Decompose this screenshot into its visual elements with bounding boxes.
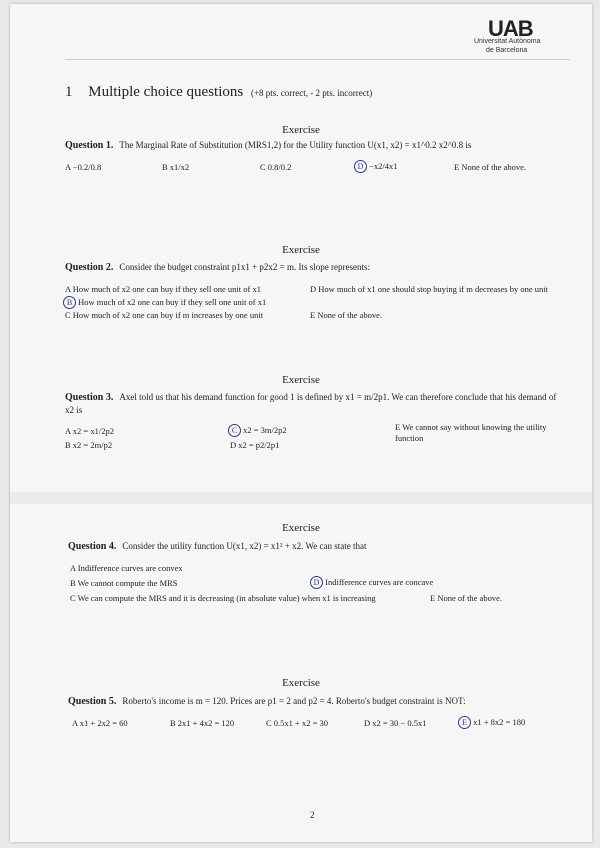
option-3c[interactable]: C x2 = 3m/2p2 — [228, 424, 287, 437]
section-heading — [65, 84, 372, 101]
question-label: Question 4. — [68, 541, 117, 552]
option-5a[interactable]: A x1 + 2x2 = 60 — [72, 718, 128, 728]
option-1d[interactable]: D −x2/4x1 — [354, 160, 398, 173]
option-2a[interactable]: A How much of x2 one can buy if they sell one unit of x1 — [65, 284, 261, 294]
option-5d[interactable]: D x2 = 30 − 0.5x1 — [364, 718, 427, 728]
section-title: Multiple choice questions — [88, 84, 244, 100]
option-4c[interactable]: C We can compute the MRS and it is decreasing (in absolute value) when x1 is increasing — [70, 593, 376, 603]
exercise-title: Exercise — [282, 677, 320, 689]
question-text: The Marginal Rate of Substitution (MRS1,2) for the Utility function U(x1, x2) = x1^0.2 x2^0.8 is — [119, 140, 472, 150]
document-page — [10, 4, 592, 842]
selected-answer-circle: D — [354, 160, 367, 173]
option-4a[interactable]: A Indifference curves are convex — [70, 563, 183, 573]
logo-city-line: de Barcelona — [486, 47, 528, 54]
option-4b[interactable]: B We cannot compute the MRS — [70, 578, 178, 588]
page-gap — [10, 492, 592, 504]
question-4 — [68, 541, 367, 552]
question-text: Consider the budget constraint p1x1 + p2x2 = m. Its slope represents: — [119, 262, 370, 272]
exercise-title: Exercise — [282, 374, 320, 386]
option-1b[interactable]: B x1/x2 — [162, 162, 190, 172]
question-text: Axel told us that his demand function for good 1 is defined by x1 = m/2p1. We can therefore conclude that his demand of x2 is — [65, 392, 557, 415]
option-3a[interactable]: A x2 = x1/2p2 — [65, 426, 114, 436]
question-3 — [65, 391, 560, 416]
option-2c[interactable]: C How much of x2 one can buy if m increases by one unit — [65, 310, 264, 320]
exercise-title: Exercise — [282, 244, 320, 256]
option-4e[interactable]: E None of the above. — [430, 593, 502, 603]
selected-answer-circle: D — [310, 576, 323, 589]
question-text: Consider the utility function U(x1, x2) = x1² + x2. We can state that — [122, 541, 367, 551]
selected-answer-circle: C — [228, 424, 241, 437]
option-3b[interactable]: B x2 = 2m/p2 — [65, 440, 113, 450]
option-2d[interactable]: D How much of x1 one should stop buying if m decreases by one unit — [310, 284, 548, 294]
selected-answer-circle: E — [458, 716, 471, 729]
question-2 — [65, 262, 370, 273]
option-1c[interactable]: C 0.8/0.2 — [260, 162, 292, 172]
question-1 — [65, 140, 471, 151]
question-5 — [68, 696, 466, 707]
option-3d[interactable]: D x2 = p2/2p1 — [230, 440, 280, 450]
option-5c[interactable]: C 0.5x1 + x2 = 30 — [266, 718, 329, 728]
section-scoring: (+8 pts. correct, - 2 pts. incorrect) — [250, 88, 373, 98]
page-number: 2 — [310, 810, 315, 820]
option-2b[interactable]: B How much of x2 one can buy if they sell one unit of x1 — [63, 296, 266, 309]
section-number: 1 — [65, 84, 73, 100]
logo-university-line: Universitat Autònoma — [474, 38, 541, 45]
option-3e[interactable]: E We cannot say without knowing the utility function — [395, 422, 547, 443]
question-label: Question 2. — [65, 262, 114, 273]
question-text: Roberto's income is m = 120. Prices are p1 = 2 and p2 = 4. Roberto's budget constraint is NOT: — [122, 696, 466, 706]
selected-answer-circle: B — [63, 296, 76, 309]
uab-logo: UAB — [488, 16, 533, 41]
header-rule — [65, 59, 570, 60]
exercise-title: Exercise — [282, 124, 320, 136]
question-label: Question 5. — [68, 696, 117, 707]
question-label: Question 3. — [65, 392, 114, 403]
option-2e[interactable]: E None of the above. — [310, 310, 382, 320]
option-4d[interactable]: D Indifference curves are concave — [310, 576, 433, 589]
exercise-title: Exercise — [282, 522, 320, 534]
option-5e[interactable]: E x1 + 8x2 = 180 — [458, 716, 525, 729]
question-label: Question 1. — [65, 140, 114, 151]
option-1e[interactable]: E None of the above. — [454, 162, 526, 172]
option-1a[interactable]: A −0.2/0.8 — [65, 162, 102, 172]
option-5b[interactable]: B 2x1 + 4x2 = 120 — [170, 718, 235, 728]
